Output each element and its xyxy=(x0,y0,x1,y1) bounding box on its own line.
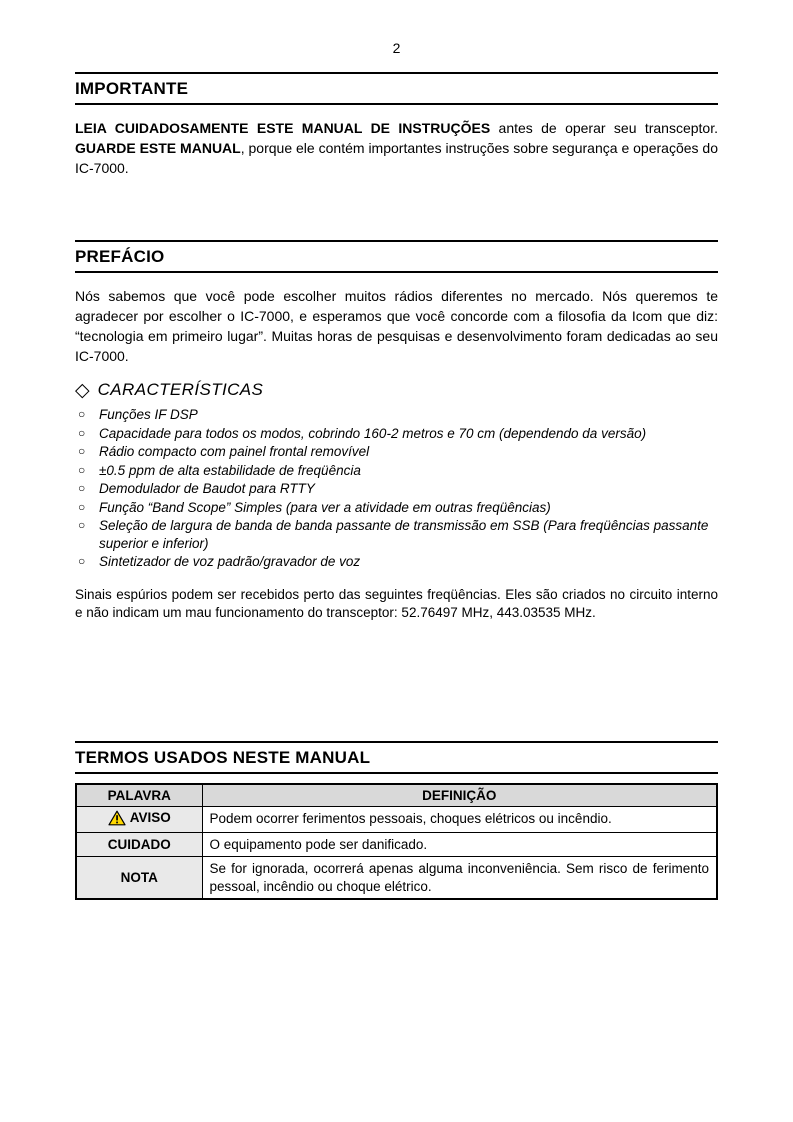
circle-bullet-icon: ○ xyxy=(78,444,86,458)
features-heading xyxy=(75,380,718,400)
termos-title: TERMOS USADOS NESTE MANUAL xyxy=(75,747,371,767)
feature-text: ±0.5 ppm de alta estabilidade de freqüência xyxy=(99,462,361,478)
table-row xyxy=(76,806,717,832)
circle-bullet-icon: ○ xyxy=(78,407,86,421)
termos-heading-rule xyxy=(75,741,718,774)
spurious-signals-note: Sinais espúrios podem ser recebidos perto das seguintes freqüências. Eles são criados no circuito interno e não indicam um mau funcionamento do transceptor: 52.76497 MHz, 443.03535 MHz. xyxy=(75,586,718,620)
page-number: 2 xyxy=(392,40,401,56)
circle-bullet-icon: ○ xyxy=(78,462,86,477)
circle-bullet-icon: ○ xyxy=(78,518,86,532)
prefacio-paragraph: Nós sabemos que você pode escolher muitos rádios diferentes no mercado. Nós queremos te agradecer por escolher o IC-7000, e esperamos que você concorde com a filosofia da Icom que diz: “tecnologia em primeiro lugar”. Muitas horas de pesquisas e desenvolvimento foram dedicadas ao seu IC-7000. xyxy=(75,288,718,364)
word-cell-nota: NOTA xyxy=(76,857,202,900)
prefacio-heading-rule xyxy=(75,240,718,273)
definition-cell: Se for ignorada, ocorrerá apenas alguma inconveniência. Sem risco de ferimento pessoal, incêndio ou choque elétrico. xyxy=(202,857,717,900)
features-list xyxy=(75,406,718,571)
list-item xyxy=(75,425,718,443)
circle-bullet-icon: ○ xyxy=(78,499,86,514)
importante-paragraph xyxy=(75,118,718,178)
table-header-row xyxy=(76,784,717,807)
header-definicao: DEFINIÇÃO xyxy=(202,784,717,807)
feature-text: Sintetizador de voz padrão/gravador de voz xyxy=(99,554,361,569)
feature-text: Seleção de largura de banda de banda passante de transmissão em SSB (Para freqüências passante superior e inferior) xyxy=(99,518,709,551)
definition-cell: O equipamento pode ser danificado. xyxy=(202,832,717,857)
importante-text-1: antes de operar seu transceptor. xyxy=(490,120,718,136)
importante-heading-rule xyxy=(75,72,718,105)
prefacio-title: PREFÁCIO xyxy=(75,247,165,266)
list-item xyxy=(75,480,718,498)
circle-bullet-icon: ○ xyxy=(78,554,86,568)
importante-bold-1: LEIA CUIDADOSAMENTE ESTE MANUAL DE INSTRUÇÕES xyxy=(75,120,491,136)
features-title: CARACTERÍSTICAS xyxy=(97,380,264,399)
warning-icon xyxy=(108,810,126,826)
section-prefacio xyxy=(75,240,718,623)
feature-text: Funções IF DSP xyxy=(99,407,198,422)
circle-bullet-icon: ○ xyxy=(78,481,86,495)
diamond-icon: ◇ xyxy=(75,379,90,401)
circle-bullet-icon: ○ xyxy=(78,425,86,440)
list-item xyxy=(75,553,718,571)
importante-text-2: , porque ele contém importantes instruções sobre segurança e operações do IC-7000. xyxy=(75,140,718,176)
page-content xyxy=(75,72,718,900)
list-item xyxy=(75,499,718,517)
list-item xyxy=(75,443,718,461)
feature-text: Função “Band Scope” Simples (para ver a atividade em outras freqüências) xyxy=(99,499,551,515)
definition-cell: Podem ocorrer ferimentos pessoais, choques elétricos ou incêndio. xyxy=(202,806,717,832)
importante-title: IMPORTANTE xyxy=(75,79,189,98)
table-row xyxy=(76,832,717,857)
word-cell-cuidado: CUIDADO xyxy=(76,832,202,857)
list-item xyxy=(75,517,718,552)
feature-text: Rádio compacto com painel frontal removível xyxy=(99,444,370,459)
list-item xyxy=(75,406,718,424)
word-label: AVISO xyxy=(129,810,171,825)
table-row xyxy=(76,857,717,900)
section-termos xyxy=(75,741,718,901)
feature-text: Capacidade para todos os modos, cobrindo 160-2 metros e 70 cm (dependendo da versão) xyxy=(99,425,647,441)
header-palavra: PALAVRA xyxy=(76,784,202,807)
section-importante xyxy=(75,72,718,178)
list-item xyxy=(75,462,718,480)
terms-table xyxy=(75,783,718,901)
word-cell-aviso xyxy=(76,806,202,832)
feature-text: Demodulador de Baudot para RTTY xyxy=(99,481,315,496)
importante-bold-2: GUARDE ESTE MANUAL xyxy=(75,140,241,156)
